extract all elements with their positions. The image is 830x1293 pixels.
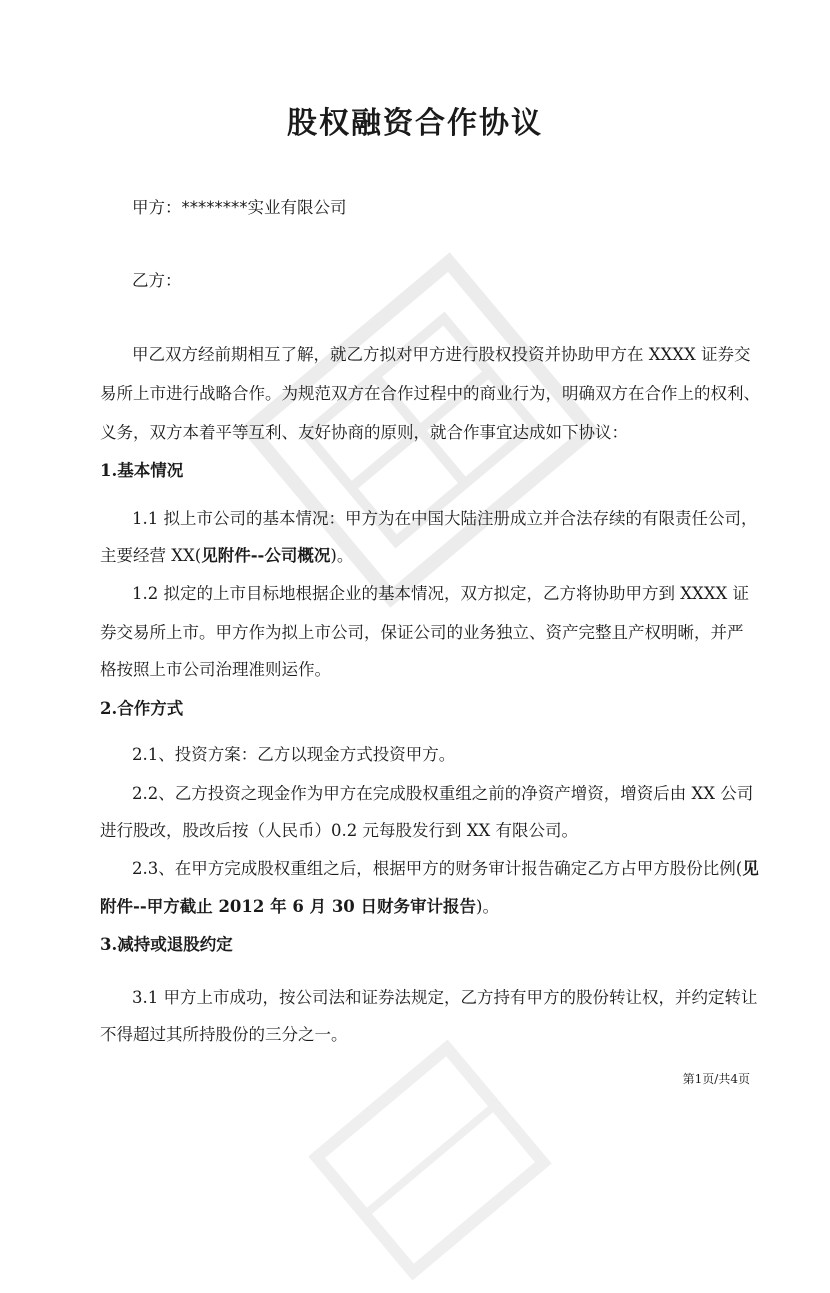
s1-p1-line-1: 1.1 拟上市公司的基本情况：甲方为在中国大陆注册成立并合法存续的有限责任公司， — [132, 509, 758, 528]
s2-p3-line-1: 2.3、在甲方完成股权重组之后，根据甲方的财务审计报告确定乙方占甲方股份比例(见 — [132, 859, 759, 878]
s2-p2-line-2: 进行股改，股改后按（人民币）0.2 元每股发行到 XX 有限公司。 — [100, 821, 578, 840]
watermark-stamp-bottom-icon — [296, 1027, 565, 1293]
section-heading-3: 3.减持或退股约定 — [100, 935, 233, 954]
s2-p3-line-2: 附件--甲方截止 2012 年 6 月 30 日财务审计报告)。 — [100, 897, 499, 916]
section-heading-1: 1.基本情况 — [100, 461, 184, 480]
s3-p1-line-1: 3.1 甲方上市成功，按公司法和证券法规定，乙方持有甲方的股份转让权，并约定转让 — [132, 988, 758, 1007]
s1-p1-line-2: 主要经营 XX(见附件--公司概况)。 — [100, 546, 354, 565]
s1-p2-line-1: 1.2 拟定的上市目标地根据企业的基本情况，双方拟定，乙方将协助甲方到 XXXX 证 — [132, 584, 749, 603]
attachment-reference: 见附件--公司概况 — [201, 546, 331, 565]
intro-line-1: 甲乙双方经前期相互了解，就乙方拟对甲方进行股权投资并协助甲方在 XXXX 证券交 — [132, 345, 751, 364]
s3-p1-line-2: 不得超过其所持股份的三分之一。 — [100, 1025, 348, 1044]
s2-p2-line-1: 2.2、乙方投资之现金作为甲方在完成股权重组之前的净资产增资，增资后由 XX 公司 — [132, 784, 754, 803]
party-b: 乙方： — [132, 271, 182, 290]
party-a: 甲方：********实业有限公司 — [132, 198, 347, 217]
audit-report-reference: 附件--甲方截止 2012 年 6 月 30 日财务审计报告 — [100, 897, 477, 916]
page-number-footer: 第1页/共4页 — [682, 1072, 750, 1086]
document-title: 股权融资合作协议 — [287, 106, 543, 141]
s1-p2-line-3: 格按照上市公司治理准则运作。 — [100, 660, 331, 679]
s1-p2-line-2: 券交易所上市。甲方作为拟上市公司，保证公司的业务独立、资产完整且产权明晰，并严 — [100, 623, 744, 642]
s2-p1: 2.1、投资方案：乙方以现金方式投资甲方。 — [132, 745, 456, 764]
section-heading-2: 2.合作方式 — [100, 699, 184, 718]
intro-line-3: 义务，双方本着平等互利、友好协商的原则，就合作事宜达成如下协议： — [100, 423, 628, 442]
intro-line-2: 易所上市进行战略合作。为规范双方在合作过程中的商业行为，明确双方在合作上的权利、 — [100, 384, 760, 403]
